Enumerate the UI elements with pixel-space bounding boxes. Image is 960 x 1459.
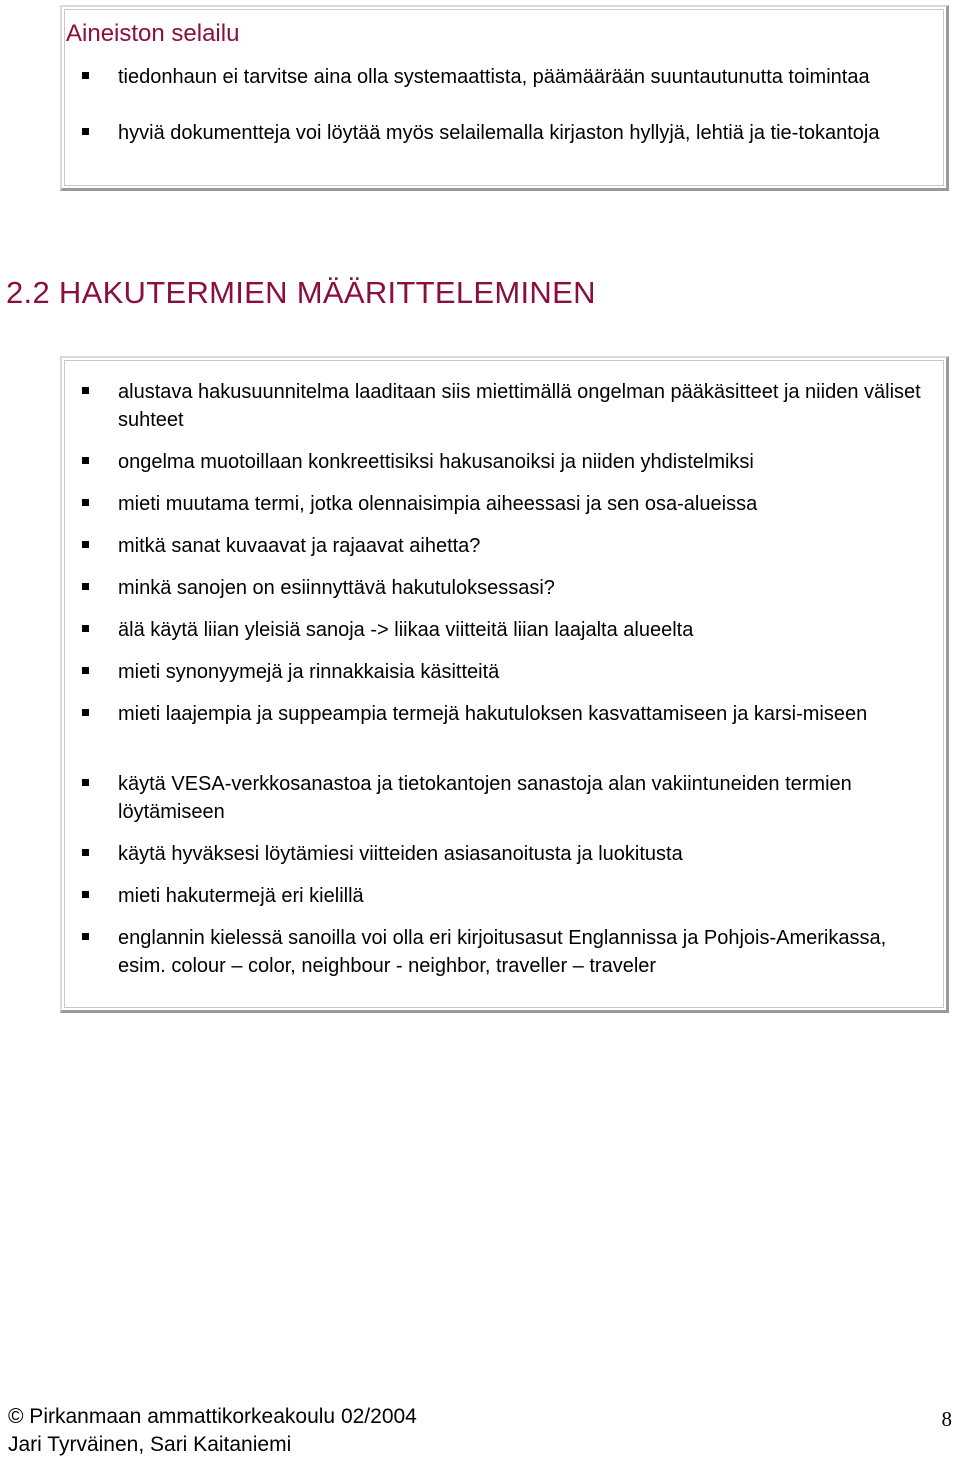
bullet-icon <box>82 128 89 135</box>
term-item-6: älä käytä liian yleisiä sanoja -> liikaa viitteitä liian laajalta alueelta <box>118 619 694 641</box>
term-item-5: minkä sanojen on esiinnyttävä hakutuloksessasi? <box>118 577 555 599</box>
term-item-4: mitkä sanat kuvaavat ja rajaavat aihetta? <box>118 535 481 557</box>
browse-box-title: Aineiston selailu <box>66 20 240 47</box>
term-item-2: ongelma muotoillaan konkreettisiksi hakusanoiksi ja niiden yhdistelmiksi <box>118 451 754 473</box>
term-item-10: käytä hyväksesi löytämiesi viitteiden asiasanoitusta ja luokitusta <box>118 843 683 865</box>
term-item-7: mieti synonyymejä ja rinnakkaisia käsitteitä <box>118 661 500 683</box>
footer-copyright: © Pirkanmaan ammattikorkeakoulu 02/2004 <box>8 1405 417 1428</box>
bullet-icon <box>82 625 89 632</box>
term-item-11: mieti hakutermejä eri kielillä <box>118 885 364 907</box>
bullet-icon <box>82 891 89 898</box>
bullet-icon <box>82 457 89 464</box>
bullet-icon <box>82 933 89 940</box>
page-number: 8 <box>941 1407 952 1431</box>
bullet-icon <box>82 667 89 674</box>
term-item-1: alustava hakusuunnitelma laaditaan siis miettimällä ongelman pääkäsitteet ja niiden väliset suhteet <box>118 381 921 431</box>
footer-authors: Jari Tyrväinen, Sari Kaitaniemi <box>8 1433 292 1456</box>
term-item-9: käytä VESA-verkkosanastoa ja tietokantojen sanastoja alan vakiintuneiden termien löytämiseen <box>118 773 852 823</box>
browse-item-1: tiedonhaun ei tarvitse aina olla systemaattista, päämäärään suuntautunutta toimintaa <box>118 66 870 88</box>
bullet-icon <box>82 779 89 786</box>
bullet-icon <box>82 541 89 548</box>
section-heading: 2.2 HAKUTERMIEN MÄÄRITTELEMINEN <box>6 275 596 310</box>
bullet-icon <box>82 849 89 856</box>
bullet-icon <box>82 72 89 79</box>
bullet-icon <box>82 709 89 716</box>
term-item-12: englannin kielessä sanoilla voi olla eri kirjoitusasut Englannissa ja Pohjois-Amerikassa, esim. colour – color, neighbour - neighbor, traveller – traveler <box>118 927 887 977</box>
term-item-3: mieti muutama termi, jotka olennaisimpia aiheessasi ja sen osa-alueissa <box>118 493 758 515</box>
bullet-icon <box>82 499 89 506</box>
bullet-icon <box>82 583 89 590</box>
bullet-icon <box>82 387 89 394</box>
browse-item-2: hyviä dokumentteja voi löytää myös selailemalla kirjaston hyllyjä, lehtiä ja tie-tokantoja <box>118 122 880 144</box>
term-item-8: mieti laajempia ja suppeampia termejä hakutuloksen kasvattamiseen ja karsi-miseen <box>118 703 868 725</box>
